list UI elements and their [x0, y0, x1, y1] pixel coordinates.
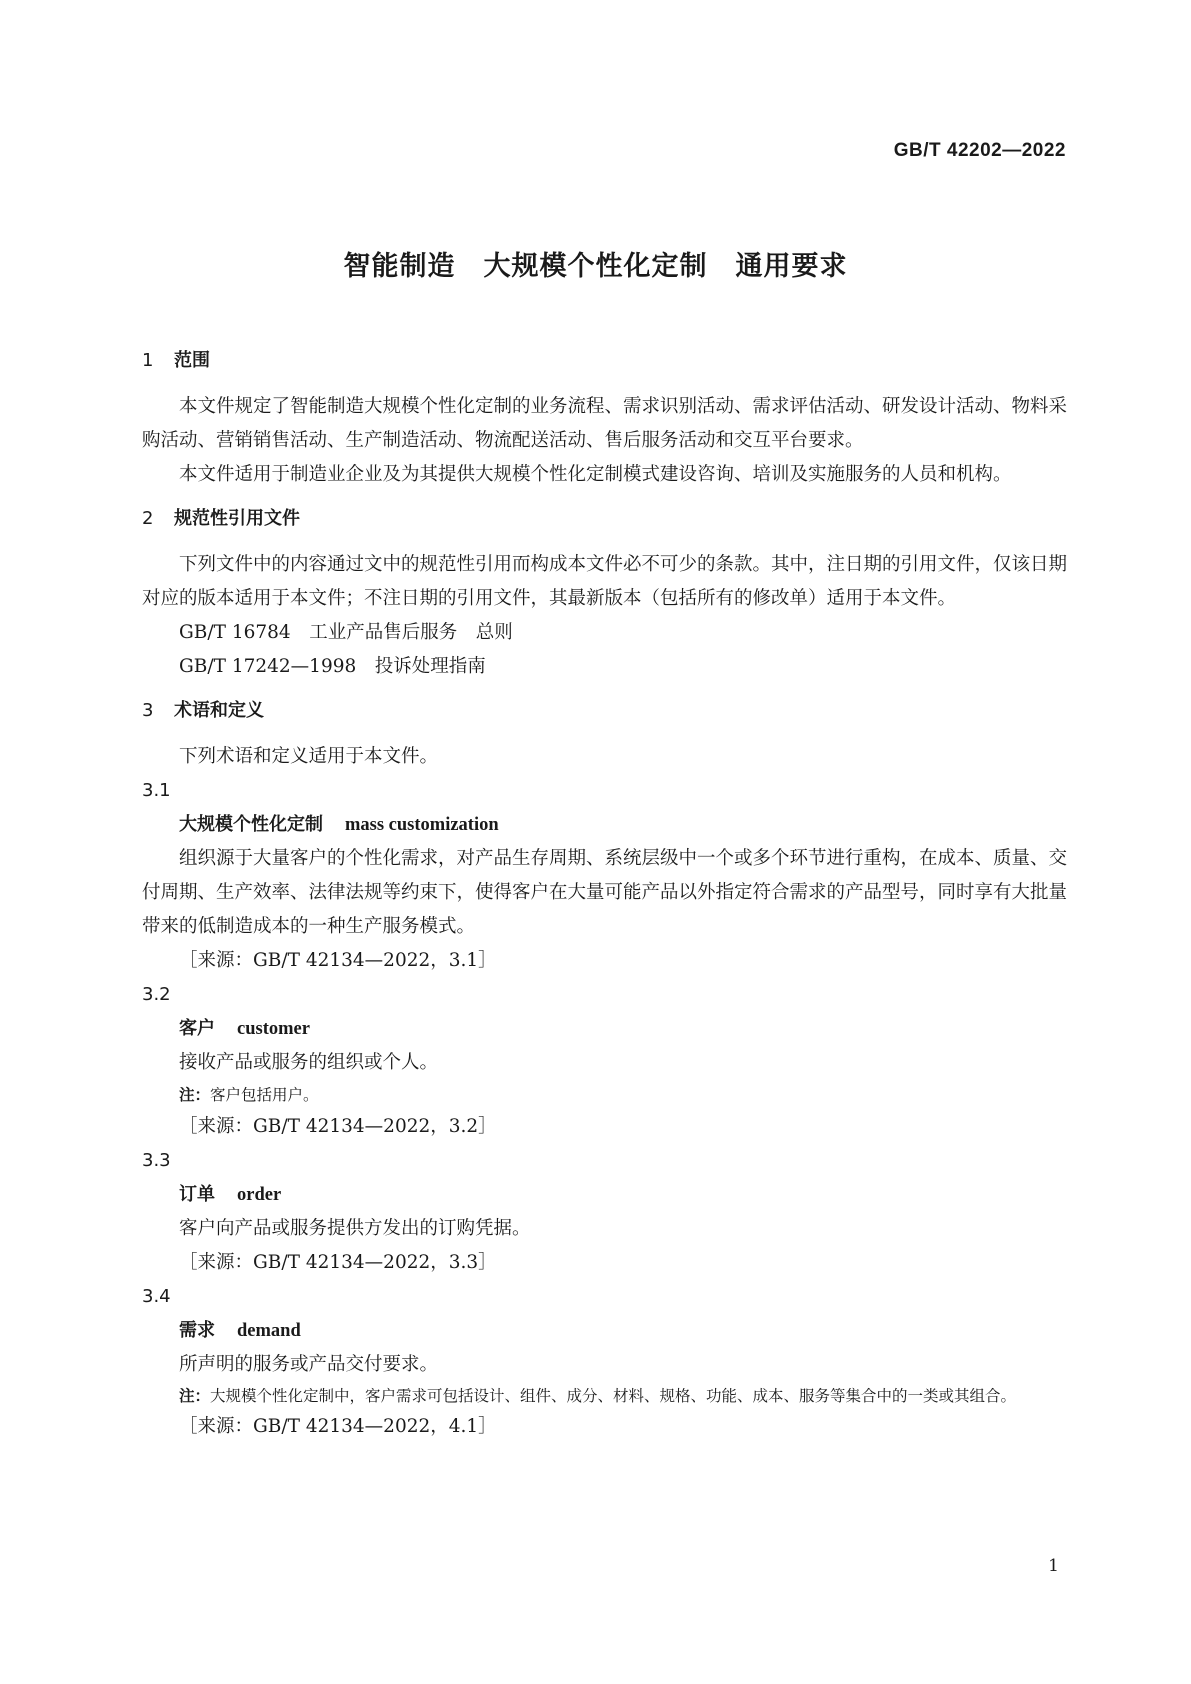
section-heading-terms	[142, 694, 1067, 728]
term-heading	[142, 1314, 1067, 1348]
term-chinese: 客户	[179, 1018, 215, 1039]
title-part-3: 通用要求	[735, 251, 848, 282]
section-heading-normative	[142, 502, 1067, 536]
term-chinese: 大规模个性化定制	[179, 814, 323, 835]
term-english: demand	[237, 1321, 301, 1341]
term-heading	[142, 808, 1067, 842]
reference-name: 工业产品售后服务 总则	[309, 622, 513, 643]
term-note	[142, 1080, 1067, 1110]
section-number: 2	[142, 508, 154, 529]
terms-intro: 下列术语和定义适用于本文件。	[179, 746, 439, 767]
section-title: 规范性引用文件	[174, 508, 300, 529]
scope-paragraph-2: 本文件适用于制造业企业及为其提供大规模个性化定制模式建设咨询、培训及实施服务的人员和机构。	[179, 464, 1012, 485]
reference-name: 投诉处理指南	[374, 656, 486, 677]
term-definition: 接收产品或服务的组织或个人。	[179, 1052, 439, 1073]
page-number: 1	[1048, 1556, 1059, 1576]
reference-item	[142, 616, 1067, 650]
title-part-1: 智能制造	[343, 251, 456, 282]
term-number: 3.4	[142, 1286, 171, 1307]
term-heading	[142, 1178, 1067, 1212]
section-number: 1	[142, 350, 154, 371]
term-english: order	[237, 1185, 282, 1205]
term-number: 3.2	[142, 984, 171, 1005]
reference-item	[142, 650, 1067, 684]
note-text: 大规模个性化定制中，客户需求可包括设计、组件、成分、材料、规格、功能、成本、服务等集合中的一类或其组合。	[210, 1387, 1017, 1405]
term-english: customer	[237, 1019, 310, 1039]
term-english: mass customization	[345, 815, 499, 835]
section-title: 范围	[174, 350, 210, 371]
standard-code: GB/T 42202—2022	[893, 140, 1066, 161]
section-number: 3	[142, 700, 154, 721]
title-part-2: 大规模个性化定制	[483, 251, 708, 282]
reference-code: GB/T 17242—1998	[179, 656, 357, 677]
term-chinese: 订单	[179, 1184, 215, 1205]
reference-code: GB/T 16784	[179, 622, 291, 643]
term-definition: 客户向产品或服务提供方发出的订购凭据。	[179, 1218, 531, 1239]
document-title	[0, 244, 1191, 283]
term-number: 3.3	[142, 1150, 171, 1171]
term-definition: 组织源于大量客户的个性化需求，对产品生存周期、系统层级中一个或多个环节进行重构，在成本、质量、交付周期、生产效率、法律法规等约束下，使得客户在大量可能产品以外指定符合需求的产品型号，同时享有大批量带来的低制造成本的一种生产服务模式。	[142, 848, 1068, 937]
term-definition: 所声明的服务或产品交付要求。	[179, 1354, 439, 1375]
term-number: 3.1	[142, 780, 171, 801]
document-body	[142, 344, 1067, 1444]
term-source: ［来源：GB/T 42134—2022，3.3］	[179, 1252, 497, 1273]
term-source: ［来源：GB/T 42134—2022，3.1］	[179, 950, 497, 971]
term-heading	[142, 1012, 1067, 1046]
normative-paragraph: 下列文件中的内容通过文中的规范性引用而构成本文件必不可少的条款。其中，注日期的引用文件，仅该日期对应的版本适用于本文件；不注日期的引用文件，其最新版本（包括所有的修改单）适用于本文件。	[142, 554, 1068, 609]
term-source: ［来源：GB/T 42134—2022，3.2］	[179, 1116, 497, 1137]
term-note	[142, 1382, 1067, 1410]
term-source: ［来源：GB/T 42134—2022，4.1］	[179, 1416, 497, 1437]
section-title: 术语和定义	[174, 700, 264, 721]
note-label: 注：	[179, 1387, 211, 1405]
note-text: 客户包括用户。	[210, 1086, 319, 1104]
term-chinese: 需求	[179, 1320, 215, 1341]
section-heading-scope	[142, 344, 1067, 378]
scope-paragraph-1: 本文件规定了智能制造大规模个性化定制的业务流程、需求识别活动、需求评估活动、研发设计活动、物料采购活动、营销销售活动、生产制造活动、物流配送活动、售后服务活动和交互平台要求。	[142, 396, 1068, 451]
note-label: 注：	[179, 1086, 211, 1104]
